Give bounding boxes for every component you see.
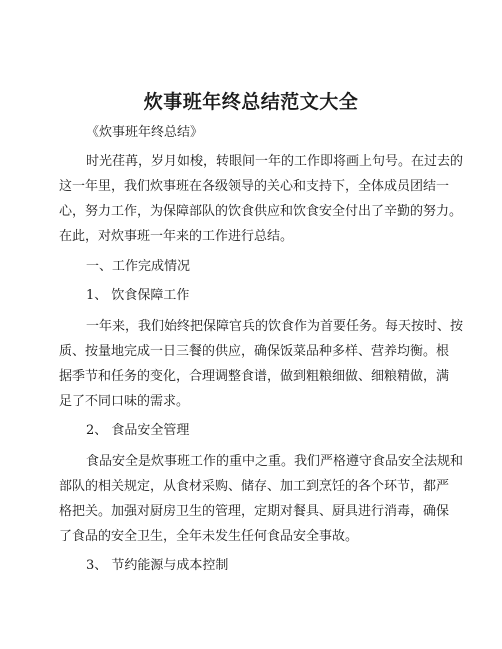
document-title: 炊事班年终总结范文大全 (143, 91, 359, 113)
item-body-line: 据季节和任务的变化，合理调整食谱，做到粗粮细做、细粮精做，满 (59, 369, 450, 384)
item-heading: 3、 节约能源与成本控制 (86, 558, 229, 573)
item-body-line: 了食品的安全卫生，全年未发生任何食品安全事故。 (59, 529, 359, 544)
item-body-line: 食品安全是炊事班工作的重中之重。我们严格遵守食品安全法规和 (86, 454, 464, 469)
section-heading: 一、工作完成情况 (86, 259, 191, 274)
item-body-line: 足了不同口味的需求。 (59, 394, 190, 409)
intro-line: 在此，对炊事班一年来的工作进行总结。 (59, 229, 294, 244)
intro-line: 这一年里，我们炊事班在各级领导的关心和支持下，全体成员团结一 (59, 179, 450, 194)
item-body-line: 一年来，我们始终把保障官兵的饮食作为首要任务。每天按时、按 (86, 319, 464, 334)
item-body-line: 格把关。加强对厨房卫生的管理，定期对餐具、厨具进行消毒，确保 (59, 504, 450, 519)
item-body-line: 质、按量地完成一日三餐的供应，确保饭菜品种多样、营养均衡。根 (59, 344, 450, 359)
item-heading: 2、 食品安全管理 (86, 423, 190, 438)
item-body-line: 部队的相关规定，从食材采购、储存、加工到烹饪的各个环节，都严 (59, 479, 450, 494)
item-heading: 1、 饮食保障工作 (86, 288, 190, 303)
document-subtitle: 《炊事班年终总结》 (86, 125, 204, 140)
intro-line: 时光荏苒，岁月如梭，转眼间一年的工作即将画上句号。在过去的 (86, 154, 464, 169)
intro-line: 心，努力工作，为保障部队的饮食供应和饮食安全付出了辛勤的努力。 (59, 204, 463, 219)
